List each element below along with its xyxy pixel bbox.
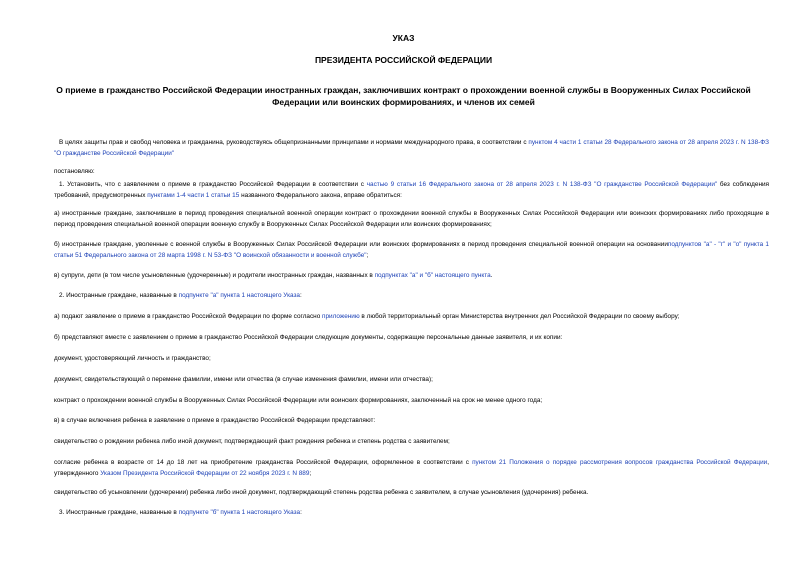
subparagraph-1b <box>54 239 769 261</box>
article15-points-link[interactable]: пунктами 1-4 части 1 статьи 15 <box>147 192 240 199</box>
document-item-identity: документ, удостоверяющий личность и гражданство; <box>54 355 211 362</box>
subparagraph-a-point1-link[interactable]: подпункте "а" пункта 1 настоящего Указа <box>178 292 300 299</box>
preamble-paragraph <box>54 137 769 159</box>
child-consent-text-1: согласие ребенка в возрасте от 14 до 18 лет на приобретение гражданства Российской Федерации, оформленное в соответствии с <box>54 459 473 466</box>
document-item-contract: контракт о прохождении военной службы в Вооруженных Силах Российской Федерации или воинских формированиях, заключенный на срок не менее одного года; <box>54 397 543 404</box>
subparagraph-2a-text-1: а) подают заявление о приеме в гражданство Российской Федерации по форме согласно <box>54 313 323 320</box>
law-138fz-article16-link[interactable]: частью 9 статьи 16 Федерального закона от 28 апреля 2023 г. N 138-ФЗ "О гражданстве Российской Федерации" <box>366 181 718 188</box>
decree-title: УКАЗ <box>392 33 415 43</box>
preamble-text: В целях защиты прав и свобод человека и гражданина, руководствуясь общепризнанными принципами и нормами международного права, в соответствии с <box>59 139 529 146</box>
paragraph-2-text: 2. Иностранные граждане, названные в <box>59 292 179 299</box>
paragraph-3 <box>54 507 769 518</box>
subparagraph-2v: в) в случае включения ребенка в заявление о приеме в гражданство Российской Федерации представляют: <box>54 417 376 424</box>
issuer-title: ПРЕЗИДЕНТА РОССИЙСКОЙ ФЕДЕРАЦИИ <box>314 55 493 65</box>
regulation-point21-link[interactable]: пунктом 21 Положения о порядке рассмотрения вопросов гражданства Российской Федерации <box>472 459 768 466</box>
subparagraphs-a-b-link[interactable]: подпунктах "а" и "б" настоящего пункта <box>374 272 491 279</box>
subparagraph-b-point1-link[interactable]: подпункте "б" пункта 1 настоящего Указа <box>178 509 301 516</box>
law-138fz-article28-link[interactable]: пунктом 4 части 1 статьи 28 Федерального закона от 28 апреля 2023 г. N 138-ФЗ "О гражданстве Российской Федерации" <box>54 139 769 157</box>
law-53fz-article51-link[interactable]: подпунктов "а" - "г" и "о" пункта 1 статьи 51 Федерального закона от 28 марта 1998 г. N 53-ФЗ "О воинской обязанности и военной службе" <box>54 241 769 259</box>
paragraph-2 <box>54 290 769 301</box>
subparagraph-2a <box>54 311 769 322</box>
decree-word: постановляю: <box>54 168 95 175</box>
paragraph-1-text-1: 1. Установить, что с заявлением о приеме в гражданство Российской Федерации в соответствии с <box>59 181 367 188</box>
paragraph-3-text: 3. Иностранные граждане, названные в <box>59 509 179 516</box>
presidential-decree-889-link[interactable]: Указом Президента Российской Федерации от 22 ноября 2023 г. N 889 <box>100 470 310 477</box>
child-consent-end: ; <box>309 470 312 477</box>
subparagraph-2b: б) представляют вместе с заявлением о приеме в гражданство Российской Федерации следующие документы, содержащие персональные данные заявителя, и их копии: <box>54 334 563 341</box>
appendix-link[interactable]: приложению <box>322 313 360 320</box>
document-item-adoption: свидетельство об усыновлении (удочерении) ребенка либо иной документ, подтверждающий степень родства ребенка с заявителем, в случае усыновления (удочерения) ребенка. <box>54 489 589 496</box>
subparagraph-2a-text-2: в любой территориальный орган Министерства внутренних дел Российской Федерации по своему выбору; <box>359 313 680 320</box>
child-consent-text-2: , утвержденного <box>54 459 769 477</box>
paragraph-1-text-3: названного Федерального закона, вправе обратиться: <box>239 192 402 199</box>
subparagraph-1v-end: . <box>490 272 493 279</box>
paragraph-1 <box>54 179 769 201</box>
document-item-birth-certificate: свидетельство о рождении ребенка либо иной документ, подтверждающий факт рождения ребенка и степень родства с заявителем; <box>54 438 450 445</box>
subparagraph-1b-text: б) иностранные граждане, уволенные с военной службы в Вооруженных Силах Российской Федерации или воинских формированиях в период проведения специальной военной операции на основании <box>54 241 668 248</box>
paragraph-2-end: : <box>299 292 302 299</box>
paragraph-1-text-2: без соблюдения требований, предусмотренных <box>54 181 770 199</box>
decree-subject: О приеме в гражданство Российской Федерации иностранных граждан, заключивших контракт о прохождении военной службы в Вооруженных Силах Российской Федерации или воинских формированиях, и членов их семей <box>56 85 751 107</box>
subparagraph-1a: а) иностранные граждане, заключившие в период проведения специальной военной операции контракт о прохождении военной службы в Вооруженных Силах Российской Федерации или воинских формированиях либо проходящие в период проведения специальной военной операции военную службу в Вооруженных Силах Российской Федерации или воинских формированиях; <box>54 210 769 228</box>
subparagraph-1v-text: в) супруги, дети (в том числе усыновленные (удочеренные) и родители иностранных граждан, названных в <box>54 272 375 279</box>
subparagraph-1v <box>54 270 769 281</box>
subparagraph-1b-end: ; <box>366 252 369 259</box>
document-item-child-consent <box>54 457 769 479</box>
paragraph-3-end: : <box>300 509 302 516</box>
document-item-name-change: документ, свидетельствующий о перемене фамилии, имени или отчества (в случае изменения фамилии, имени или отчества); <box>54 376 433 383</box>
